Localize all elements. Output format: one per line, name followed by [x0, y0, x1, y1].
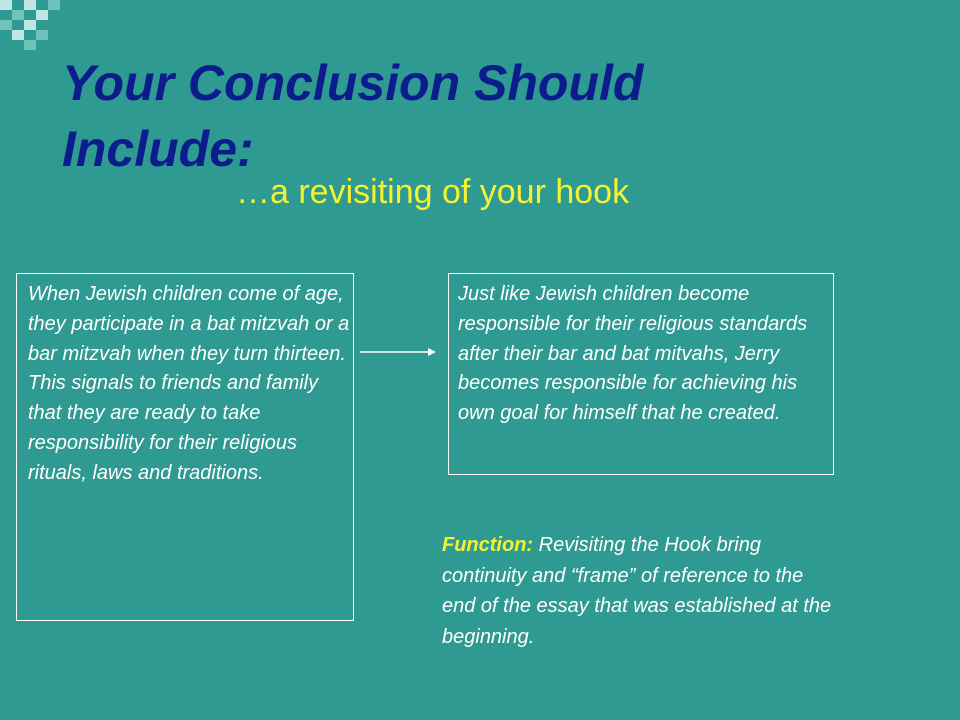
- right-arrow-icon: [358, 344, 436, 360]
- slide-subtitle: …a revisiting of your hook: [236, 173, 630, 211]
- function-label: Function:: [442, 534, 534, 556]
- function-text: Revisiting the Hook bring continuity and “frame” of reference to the end of the essay that was established at the beginning.: [442, 534, 832, 648]
- slide-title: Your Conclusion Should Include:: [62, 55, 644, 177]
- function-note: [442, 530, 832, 652]
- hook-box-text: When Jewish children come of age, they participate in a bat mitzvah or a bar mitzvah when they turn thirteen. This signals to friends and family that they are ready to take responsibility for their religious rituals, laws and traditions.: [28, 283, 350, 484]
- conclusion-box-text: Just like Jewish children become responsible for their religious standards after their bar and bat mitvahs, Jerry becomes responsible for achieving his own goal for himself that he created.: [458, 283, 808, 425]
